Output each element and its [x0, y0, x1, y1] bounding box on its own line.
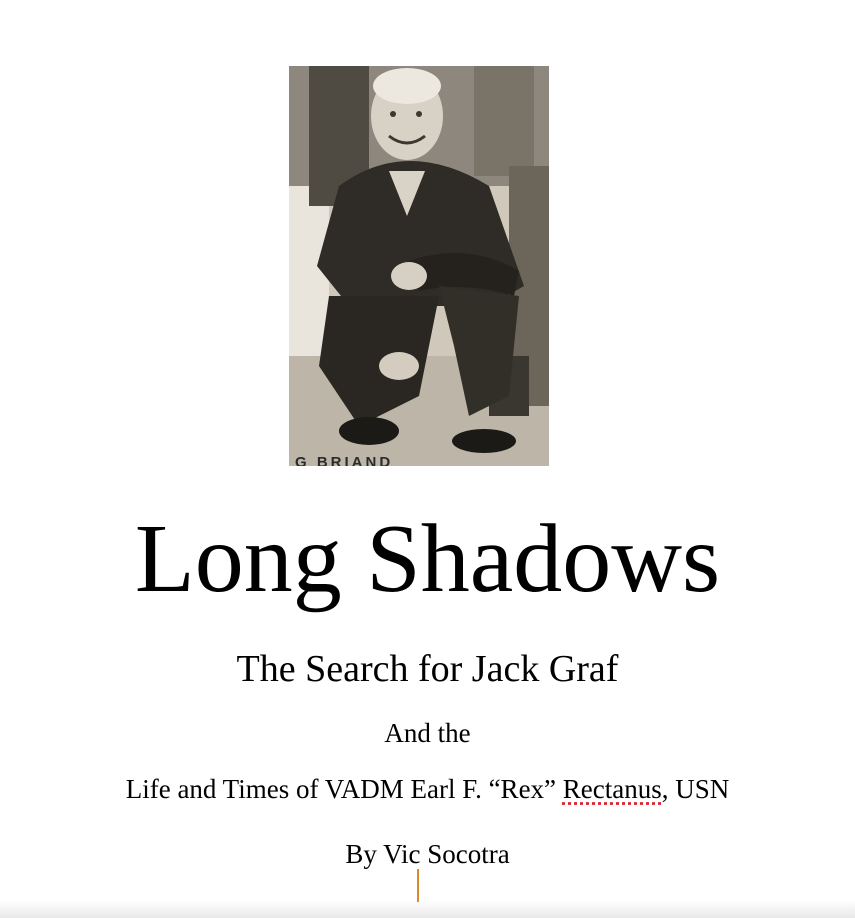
book-title: Long Shadows — [134, 505, 721, 613]
spellcheck-flagged-word[interactable]: Rectanus — [562, 774, 662, 804]
life-and-times-line — [0, 773, 855, 805]
life-line-before: Life and Times of VADM Earl F. “Rex” — [125, 774, 563, 804]
page-bottom-edge — [0, 900, 855, 918]
book-subtitle: The Search for Jack Graf — [236, 648, 619, 690]
and-the-line: And the — [384, 718, 471, 748]
portrait-photo-icon — [289, 66, 549, 466]
life-line-after: , USN — [661, 774, 730, 804]
author-byline: By Vic Socotra — [345, 839, 510, 869]
cover-photo — [289, 66, 549, 466]
text-cursor — [417, 869, 419, 902]
photo-caption: G BRIAND — [295, 455, 394, 466]
